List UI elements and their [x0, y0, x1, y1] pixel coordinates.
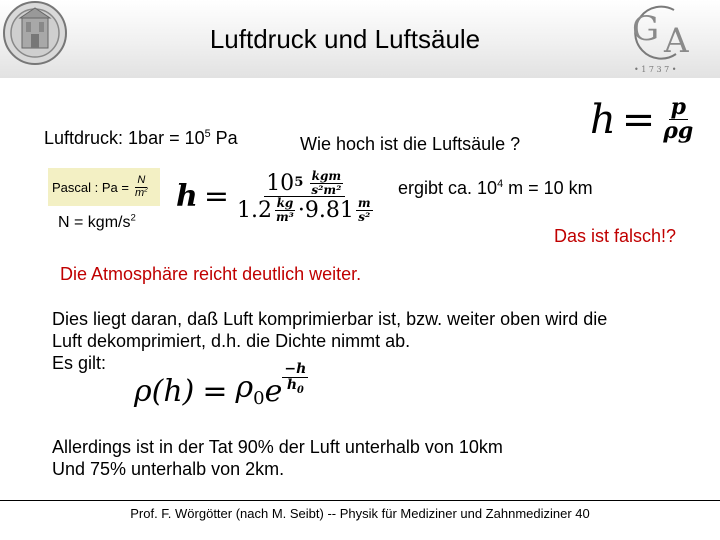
- density-lhs: ρ(h): [134, 374, 195, 409]
- formula-numerator: p: [670, 94, 686, 120]
- formula-main: [176, 170, 375, 223]
- luftdruck-text: Luftdruck: $1bar = 10^5$ Pa: [44, 128, 238, 148]
- pascal-num: N: [137, 173, 146, 186]
- density-e: e: [264, 374, 283, 409]
- formula-denominator: ρg: [663, 118, 694, 145]
- pascal-den: $m^2$: [134, 185, 148, 199]
- allerdings-line-2: Und 75% unterhalb von 2km.: [52, 459, 285, 479]
- allerdings-line-1: Allerdings ist in der Tat 90% der Luft unterhalb von 10km: [52, 437, 503, 457]
- allerdings-paragraph: [52, 436, 503, 480]
- formula-h-equals-p-over-rho-g: [590, 96, 695, 143]
- explanation-line-1: Dies liegt daran, daß Luft komprimierbar ist, bzw. weiter oben wird die: [52, 309, 608, 329]
- es-gilt-label: Es gilt:: [52, 353, 107, 373]
- logo-subtitle: • 1 7 3 7 •: [634, 65, 677, 74]
- explanation-line-2: Luft dekomprimiert, d.h. die Dichte nimmt ab.: [52, 331, 411, 351]
- density-rho0: $\rho_0$: [235, 370, 265, 409]
- density-exponent: $\frac{-h}{h_0}$: [284, 361, 307, 396]
- ga-logo: [616, 2, 708, 78]
- formula-main-fraction: [235, 170, 375, 223]
- luftdruck-exponent: 5: [204, 128, 211, 140]
- pascal-definition-box: [48, 168, 160, 206]
- footer-divider: [0, 500, 720, 501]
- question-text: Wie hoch ist die Luftsäule ?: [300, 134, 521, 154]
- ergibt-text: ergibt ca. $10^4$ m = 10 km: [398, 178, 593, 198]
- falsch-text: Das ist falsch!?: [554, 226, 677, 246]
- formula-main-numerator: 10 5 $\frac{\text{kgm}}{\text{s²m²}}$: [264, 170, 345, 197]
- university-seal-logo: [2, 0, 68, 66]
- formula-main-denominator: 1.2 $\frac{kg}{\text{m³}}$ · 9.81 $\frac{m}{\text{s²}}$: [236, 196, 371, 224]
- formula-main-eq: =: [203, 179, 229, 215]
- unit-definition-text: N = kgm/$s^2$: [58, 212, 136, 231]
- formula-fraction: [661, 96, 695, 143]
- formula-main-lhs: h: [176, 179, 198, 215]
- pascal-fraction: [133, 175, 150, 199]
- atmosphaere-text: Die Atmosphäre reicht deutlich weiter.: [60, 264, 362, 284]
- formula-eq: =: [621, 96, 656, 143]
- page-title: Luftdruck und Luftsäule: [209, 24, 481, 54]
- pascal-label: Pascal : Pa =: [52, 179, 129, 195]
- formula-density: [134, 361, 308, 409]
- explanation-paragraph: [52, 308, 712, 374]
- logo-letter-g: G: [632, 9, 660, 49]
- logo-letter-a: A: [664, 21, 689, 61]
- footer-text: Prof. F. Wörgötter (nach M. Seibt) -- Physik für Mediziner und Zahnmediziner 40: [130, 506, 590, 521]
- formula-lhs: h: [590, 96, 616, 143]
- density-eq: =: [202, 374, 228, 409]
